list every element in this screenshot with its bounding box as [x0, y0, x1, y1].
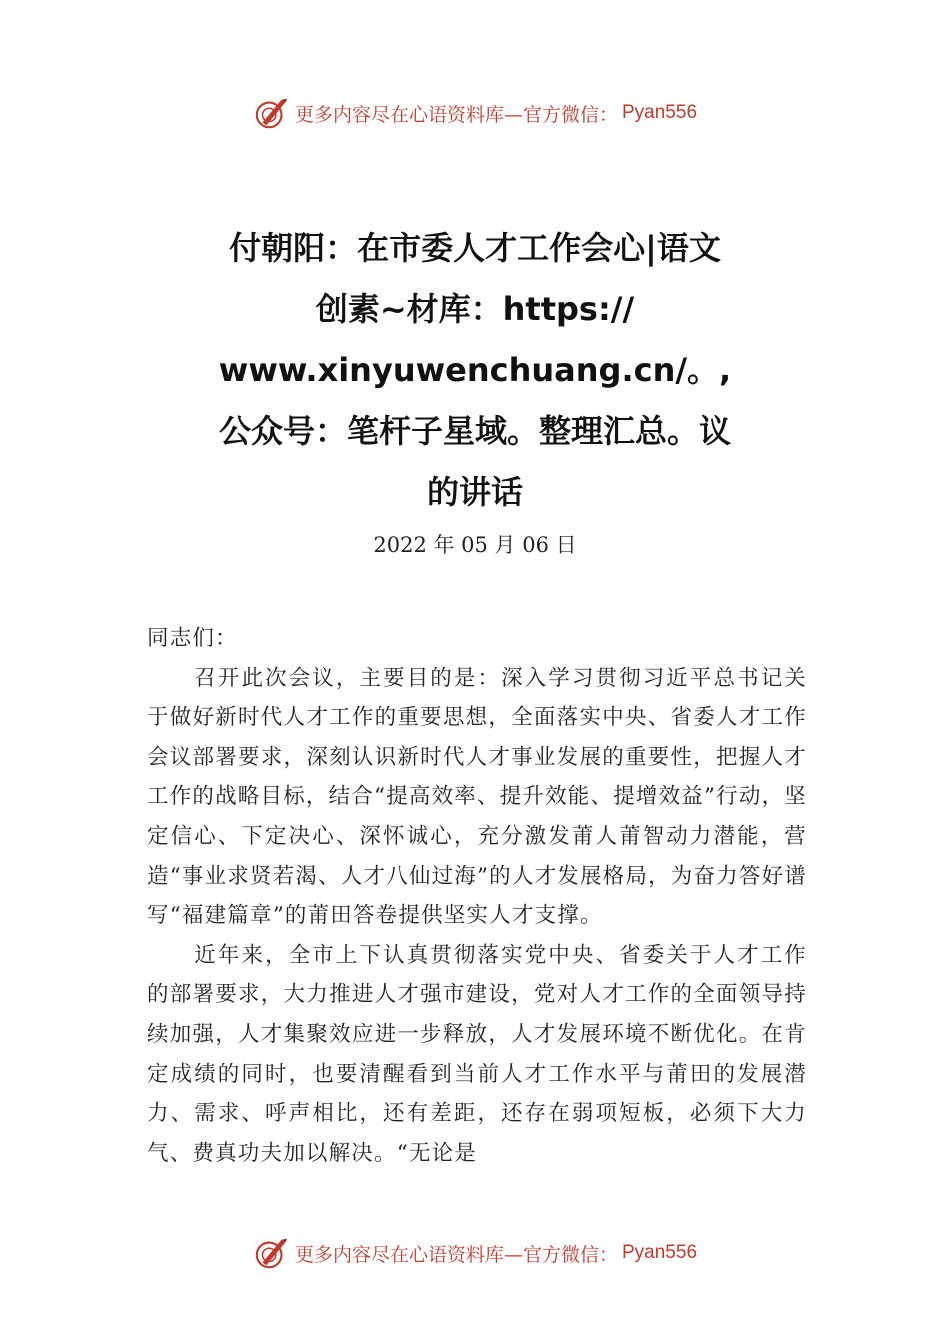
document-date: 2022 年 05 月 06 日 — [373, 533, 577, 557]
title-line: 创素~材库：https:// — [315, 290, 635, 328]
pen-logo-icon — [253, 1234, 291, 1272]
document-body — [147, 619, 807, 1173]
title-line: www.xinyuwenchuang.cn/。, — [218, 351, 732, 389]
title-line: 公众号：笔杆子星域。整理汇总。议 — [218, 412, 731, 450]
watermark-text: 更多内容尽在心语资料库—官方微信： — [294, 1243, 618, 1266]
header-watermark — [0, 93, 950, 133]
body-paragraph: 近年来，全市上下认真贯彻落实党中央、省委关于人才工作的部署要求，大力推进人才强市建设，党对人才工作的全面领导持续加强，人才集聚效应进一步释放，人才发展环境不断优化。在肯定成绩的同时，也要清醒看到当前人才工作水平与莆田的发展潜力、需求、呼声相比，还有差距，还存在弱项短板，必须下大力气、费真功夫加以解决。“无论是 — [147, 942, 807, 1166]
pen-logo-icon — [253, 94, 291, 132]
watermark-wechat-id: Pyan556 — [622, 102, 698, 123]
watermark-wechat-id: Pyan556 — [622, 1242, 698, 1263]
footer-watermark — [0, 1233, 950, 1273]
title-line: 付朝阳：在市委人才工作会心|语文 — [229, 229, 721, 267]
salutation: 同志们： — [147, 626, 238, 651]
document-title — [150, 218, 800, 523]
watermark-text: 更多内容尽在心语资料库—官方微信： — [294, 103, 618, 126]
body-paragraph: 召开此次会议，主要目的是：深入学习贯彻习近平总书记关于做好新时代人才工作的重要思想，全面落实中央、省委人才工作会议部署要求，深刻认识新时代人才事业发展的重要性，把握人才工作的战略目标，结合“提高效率、提升效能、提增效益”行动，坚定信心、下定决心、深怀诚心，充分激发莆人莆智动力潜能，营造“事业求贤若渴、人才八仙过海”的人才发展格局，为奋力答好谱写“福建篇章”的莆田答卷提供坚实人才支撑。 — [147, 665, 807, 929]
title-line: 的讲话 — [426, 473, 523, 511]
